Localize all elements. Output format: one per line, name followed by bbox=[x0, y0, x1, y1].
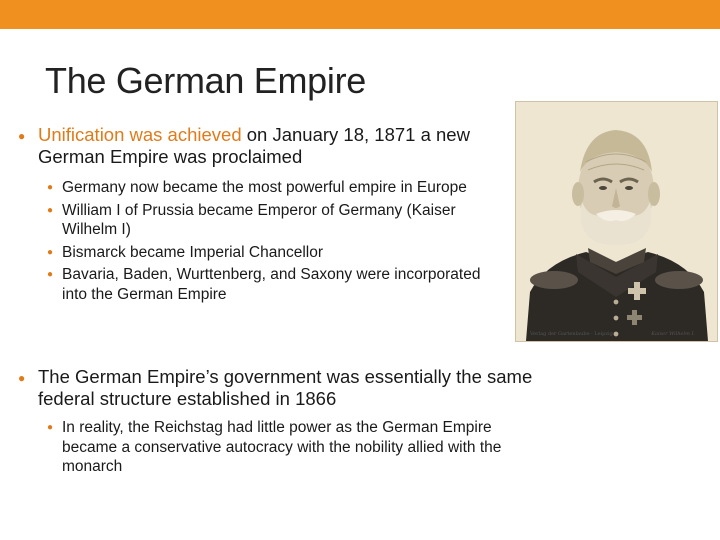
kaiser-wilhelm-portrait bbox=[515, 101, 718, 342]
sub-bullet-text: Bismarck became Imperial Chancellor bbox=[62, 243, 324, 261]
sub-bullet-reichstag bbox=[47, 418, 542, 477]
sub-bullet-text: In reality, the Reichstag had little power as the German Empire became a conservative autocracy with the nobility allied with the monarch bbox=[62, 419, 502, 475]
bullet-dot-icon: ● bbox=[47, 246, 54, 258]
sub-bullet bbox=[47, 201, 502, 240]
bullet-dot-icon: ● bbox=[18, 129, 26, 143]
bullet-dot-icon: ● bbox=[47, 204, 54, 216]
portrait-caption-signature: Kaiser Wilhelm I. bbox=[651, 331, 695, 337]
sub-bullet bbox=[47, 243, 502, 263]
slide-title: The German Empire bbox=[45, 60, 367, 101]
sub-bullet bbox=[47, 265, 502, 304]
bullet-dot-icon: ● bbox=[47, 182, 54, 193]
sub-bullet-list-1 bbox=[47, 178, 502, 307]
sub-bullet bbox=[47, 178, 502, 198]
bullet-dot-icon: ● bbox=[47, 269, 54, 280]
sub-bullet-text: William I of Prussia became Emperor of Germany (Kaiser Wilhelm I) bbox=[62, 201, 456, 238]
portrait-caption-publisher: Verlag der Gartenlaube · Leipzig bbox=[530, 331, 613, 337]
sub-bullet-text: Germany now became the most powerful empire in Europe bbox=[62, 179, 467, 196]
bullet-text: The German Empire’s government was essentially the same federal structure established in 1866 bbox=[38, 366, 533, 409]
bullet-accent-text: Unification was achieved bbox=[38, 124, 242, 145]
bullet-dot-icon: ● bbox=[47, 422, 54, 433]
bullet-text: on January 18, 1871 a new German Empire was proclaimed bbox=[38, 124, 470, 167]
sub-bullet-text: Bavaria, Baden, Wurttenberg, and Saxony were incorporated into the German Empire bbox=[62, 266, 481, 303]
bullet-dot-icon: ● bbox=[18, 371, 26, 385]
bullet-unification bbox=[18, 124, 508, 168]
top-accent-bar bbox=[0, 0, 720, 29]
portrait-engraving bbox=[516, 102, 717, 341]
bullet-government bbox=[18, 366, 548, 410]
